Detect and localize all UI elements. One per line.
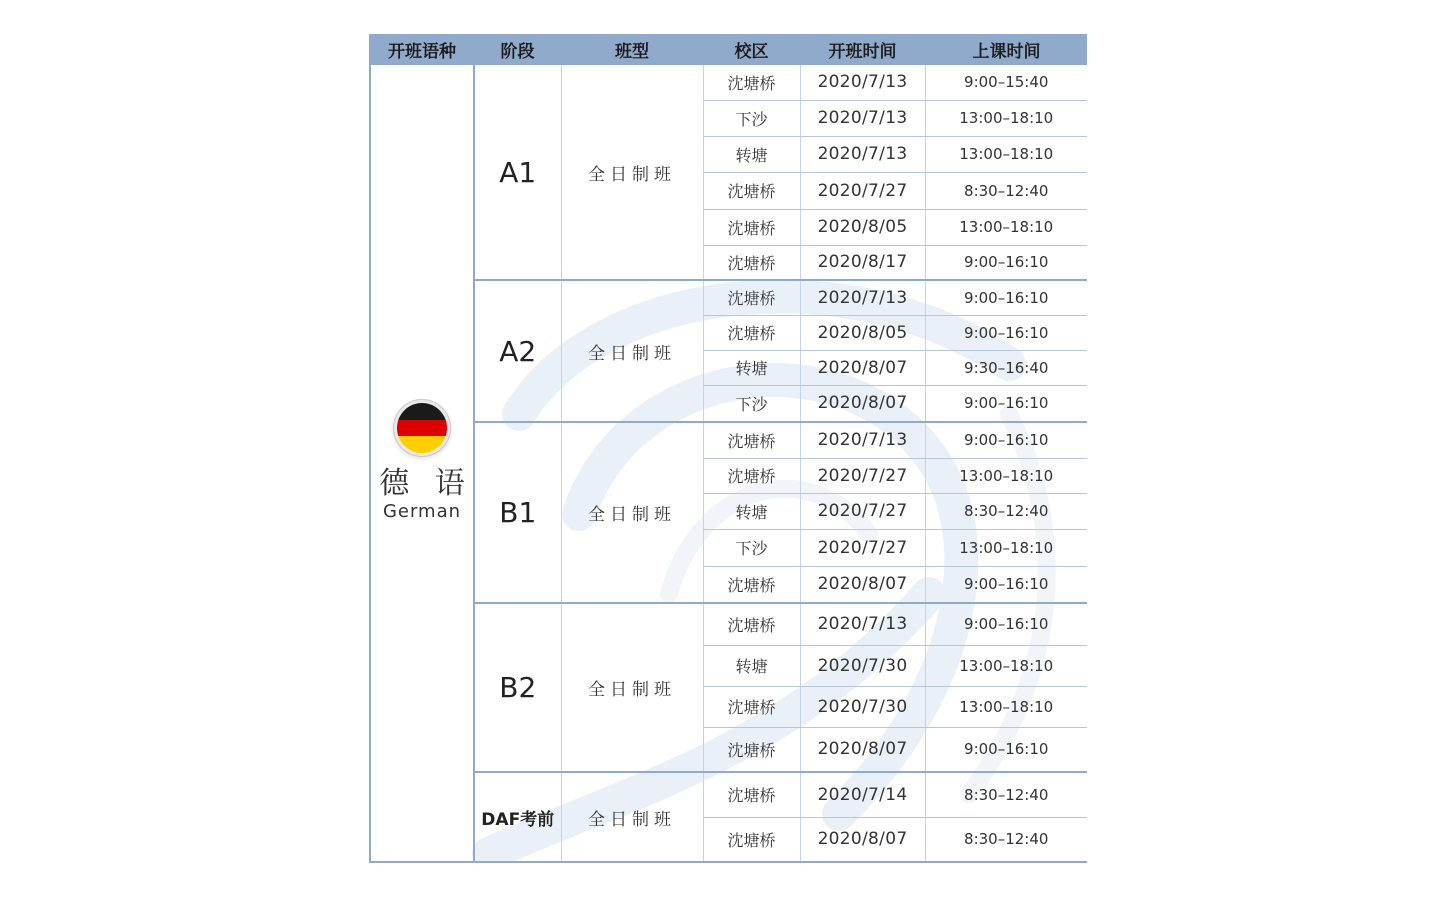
stage-cell: DAF考前 bbox=[474, 772, 561, 862]
time-cell: 13:00–18:10 bbox=[925, 686, 1087, 727]
header-row bbox=[370, 35, 1087, 64]
header-class-type: 班型 bbox=[561, 35, 703, 64]
time-cell: 13:00–18:10 bbox=[925, 100, 1087, 136]
time-cell: 9:00–16:10 bbox=[925, 422, 1087, 458]
time-cell: 13:00–18:10 bbox=[925, 458, 1087, 493]
time-cell: 13:00–18:10 bbox=[925, 136, 1087, 172]
date-cell: 2020/8/07 bbox=[800, 817, 925, 862]
time-cell: 9:00–16:10 bbox=[925, 245, 1087, 280]
campus-cell: 转塘 bbox=[703, 350, 800, 385]
date-cell: 2020/7/27 bbox=[800, 493, 925, 529]
campus-cell: 沈塘桥 bbox=[703, 172, 800, 209]
date-cell: 2020/7/30 bbox=[800, 686, 925, 727]
header-language: 开班语种 bbox=[370, 35, 474, 64]
class-type-cell: 全日制班 bbox=[561, 603, 703, 772]
campus-cell: 沈塘桥 bbox=[703, 315, 800, 350]
germany-flag-icon bbox=[397, 403, 447, 453]
stage-cell: A1 bbox=[474, 64, 561, 280]
campus-cell: 下沙 bbox=[703, 529, 800, 566]
campus-cell: 沈塘桥 bbox=[703, 422, 800, 458]
time-cell: 9:00–16:10 bbox=[925, 727, 1087, 772]
table-row bbox=[370, 603, 1087, 645]
class-type-cell: 全日制班 bbox=[561, 280, 703, 422]
campus-cell: 下沙 bbox=[703, 385, 800, 422]
class-type-cell: 全日制班 bbox=[561, 422, 703, 603]
campus-cell: 沈塘桥 bbox=[703, 245, 800, 280]
time-cell: 9:00–15:40 bbox=[925, 64, 1087, 100]
time-cell: 9:00–16:10 bbox=[925, 603, 1087, 645]
date-cell: 2020/8/07 bbox=[800, 385, 925, 422]
time-cell: 13:00–18:10 bbox=[925, 529, 1087, 566]
time-cell: 8:30–12:40 bbox=[925, 772, 1087, 817]
time-cell: 13:00–18:10 bbox=[925, 209, 1087, 245]
campus-cell: 转塘 bbox=[703, 136, 800, 172]
time-cell: 9:00–16:10 bbox=[925, 385, 1087, 422]
date-cell: 2020/7/13 bbox=[800, 280, 925, 315]
date-cell: 2020/7/27 bbox=[800, 529, 925, 566]
stage-cell: A2 bbox=[474, 280, 561, 422]
time-cell: 8:30–12:40 bbox=[925, 172, 1087, 209]
campus-cell: 沈塘桥 bbox=[703, 686, 800, 727]
flag-stripe bbox=[397, 403, 447, 420]
date-cell: 2020/7/14 bbox=[800, 772, 925, 817]
table-row bbox=[370, 772, 1087, 817]
language-name-cn: 德 语 bbox=[379, 466, 473, 501]
date-cell: 2020/7/30 bbox=[800, 645, 925, 686]
date-cell: 2020/8/05 bbox=[800, 209, 925, 245]
date-cell: 2020/7/27 bbox=[800, 458, 925, 493]
time-cell: 9:00–16:10 bbox=[925, 280, 1087, 315]
campus-cell: 沈塘桥 bbox=[703, 458, 800, 493]
time-cell: 13:00–18:10 bbox=[925, 645, 1087, 686]
table-row bbox=[370, 280, 1087, 315]
campus-cell: 沈塘桥 bbox=[703, 817, 800, 862]
campus-cell: 沈塘桥 bbox=[703, 727, 800, 772]
time-cell: 9:00–16:10 bbox=[925, 566, 1087, 603]
date-cell: 2020/7/13 bbox=[800, 64, 925, 100]
header-class-time: 上课时间 bbox=[925, 35, 1087, 64]
campus-cell: 沈塘桥 bbox=[703, 566, 800, 603]
language-name-en: German bbox=[382, 501, 462, 522]
campus-cell: 沈塘桥 bbox=[703, 603, 800, 645]
campus-cell: 转塘 bbox=[703, 493, 800, 529]
campus-cell: 沈塘桥 bbox=[703, 280, 800, 315]
language-cell bbox=[370, 64, 474, 862]
stage-cell: B2 bbox=[474, 603, 561, 772]
stage-cell: B1 bbox=[474, 422, 561, 603]
date-cell: 2020/8/07 bbox=[800, 727, 925, 772]
campus-cell: 转塘 bbox=[703, 645, 800, 686]
flag-stripe bbox=[397, 436, 447, 453]
date-cell: 2020/7/13 bbox=[800, 603, 925, 645]
schedule-table bbox=[369, 34, 1087, 863]
time-cell: 8:30–12:40 bbox=[925, 817, 1087, 862]
class-type-cell: 全日制班 bbox=[561, 64, 703, 280]
schedule-sheet bbox=[369, 34, 1087, 863]
header-stage: 阶段 bbox=[474, 35, 561, 64]
date-cell: 2020/8/07 bbox=[800, 350, 925, 385]
date-cell: 2020/7/13 bbox=[800, 136, 925, 172]
date-cell: 2020/8/17 bbox=[800, 245, 925, 280]
time-cell: 9:30–16:40 bbox=[925, 350, 1087, 385]
date-cell: 2020/7/27 bbox=[800, 172, 925, 209]
flag-stripe bbox=[397, 420, 447, 437]
campus-cell: 下沙 bbox=[703, 100, 800, 136]
date-cell: 2020/7/13 bbox=[800, 100, 925, 136]
table-row bbox=[370, 64, 1087, 100]
table-row bbox=[370, 422, 1087, 458]
date-cell: 2020/8/05 bbox=[800, 315, 925, 350]
campus-cell: 沈塘桥 bbox=[703, 64, 800, 100]
campus-cell: 沈塘桥 bbox=[703, 209, 800, 245]
header-campus: 校区 bbox=[703, 35, 800, 64]
date-cell: 2020/7/13 bbox=[800, 422, 925, 458]
campus-cell: 沈塘桥 bbox=[703, 772, 800, 817]
date-cell: 2020/8/07 bbox=[800, 566, 925, 603]
header-start-date: 开班时间 bbox=[800, 35, 925, 64]
time-cell: 9:00–16:10 bbox=[925, 315, 1087, 350]
time-cell: 8:30–12:40 bbox=[925, 493, 1087, 529]
class-type-cell: 全日制班 bbox=[561, 772, 703, 862]
